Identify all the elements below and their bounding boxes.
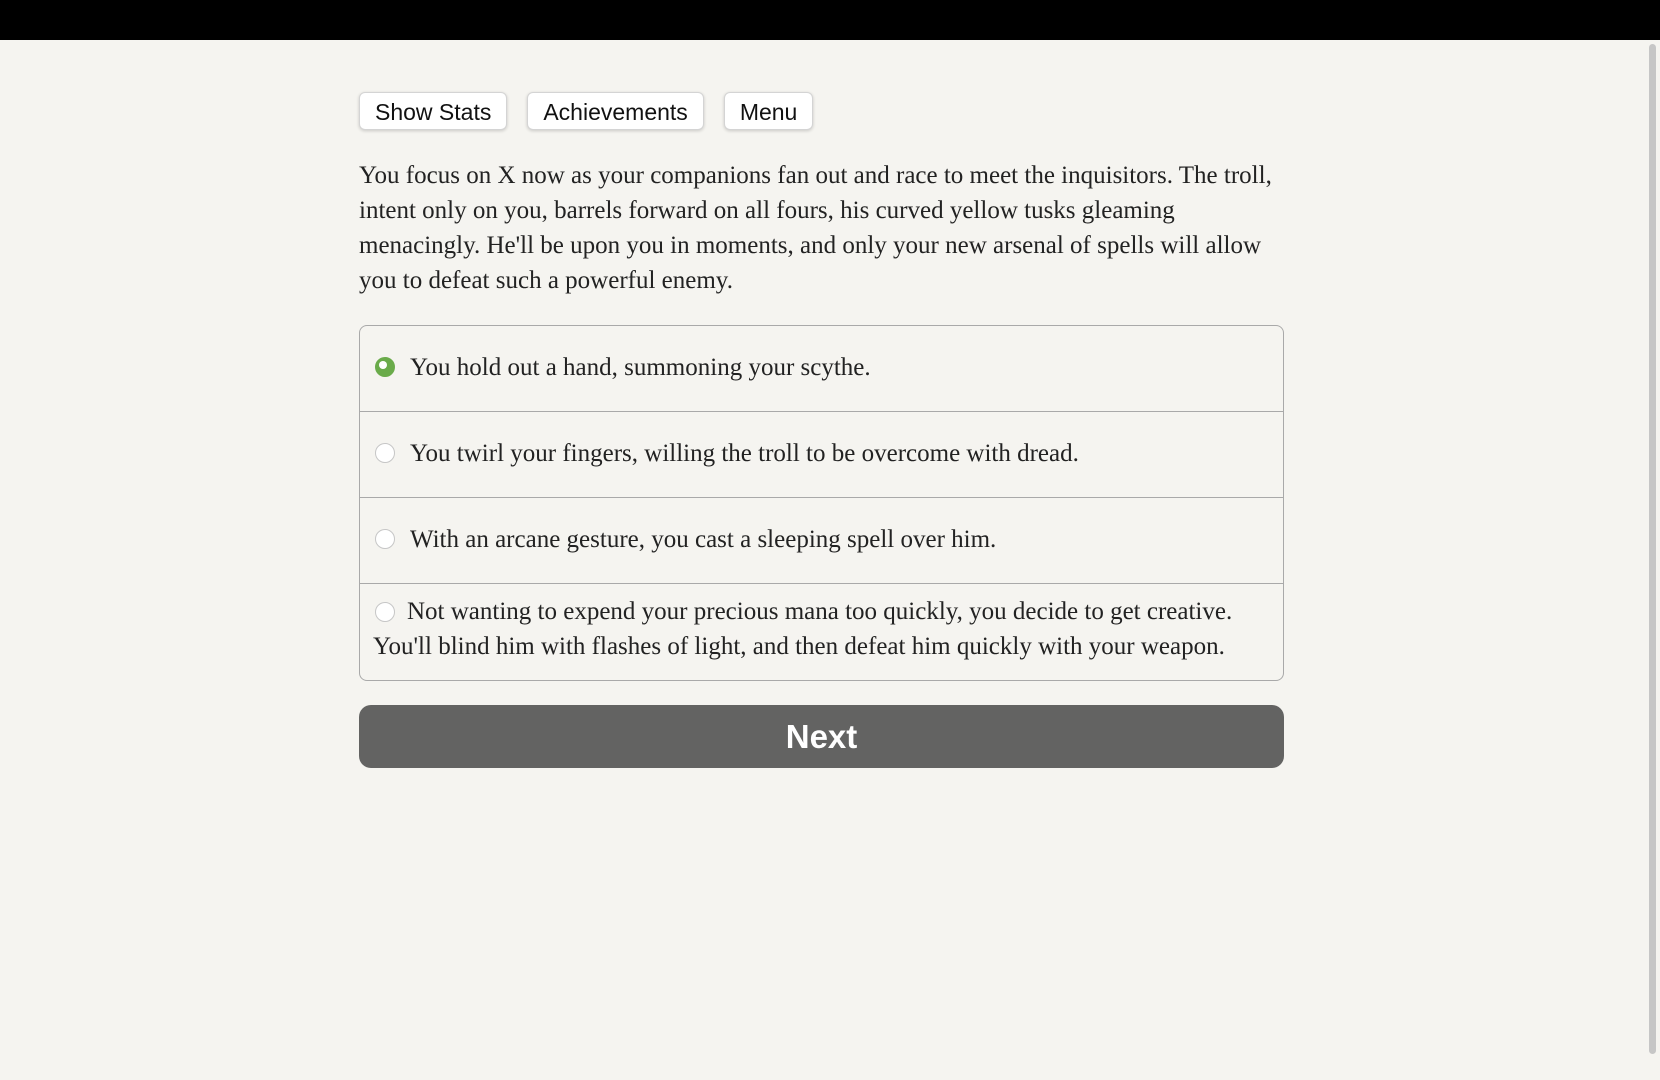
radio-unselected-icon[interactable] bbox=[375, 602, 395, 622]
choice-option-3[interactable] bbox=[360, 497, 1283, 583]
choice-option-2[interactable] bbox=[360, 411, 1283, 497]
choice-label: You hold out a hand, summoning your scythe. bbox=[410, 354, 871, 381]
story-text: You focus on X now as your companions fan out and race to meet the inquisitors. The troll, intent only on you, barrels forward on all fours, his curved yellow tusks gleaming menacingly. He'll be upon you in moments, and only your new arsenal of spells will allow you to defeat such a powerful enemy. bbox=[359, 162, 1272, 294]
scrollbar-thumb[interactable] bbox=[1649, 44, 1656, 1054]
choice-list bbox=[359, 325, 1284, 681]
next-button[interactable]: Next bbox=[359, 705, 1284, 768]
achievements-button[interactable]: Achievements bbox=[527, 92, 703, 130]
radio-selected-icon[interactable] bbox=[375, 357, 395, 377]
choice-option-4[interactable] bbox=[360, 583, 1283, 680]
choice-option-1[interactable] bbox=[360, 326, 1283, 411]
radio-unselected-icon[interactable] bbox=[375, 529, 395, 549]
browser-top-bar bbox=[0, 0, 1660, 40]
show-stats-button[interactable]: Show Stats bbox=[359, 92, 507, 130]
toolbar bbox=[359, 92, 1284, 132]
choice-label: Not wanting to expend your precious mana too quickly, you decide to get creative. You'll blind him with flashes of light, and then defeat him quickly with your weapon. bbox=[373, 598, 1233, 660]
game-content bbox=[359, 92, 1284, 768]
menu-button[interactable]: Menu bbox=[724, 92, 814, 130]
radio-unselected-icon[interactable] bbox=[375, 443, 395, 463]
choice-label: With an arcane gesture, you cast a sleeping spell over him. bbox=[410, 526, 997, 553]
choice-label: You twirl your fingers, willing the troll to be overcome with dread. bbox=[410, 440, 1079, 467]
